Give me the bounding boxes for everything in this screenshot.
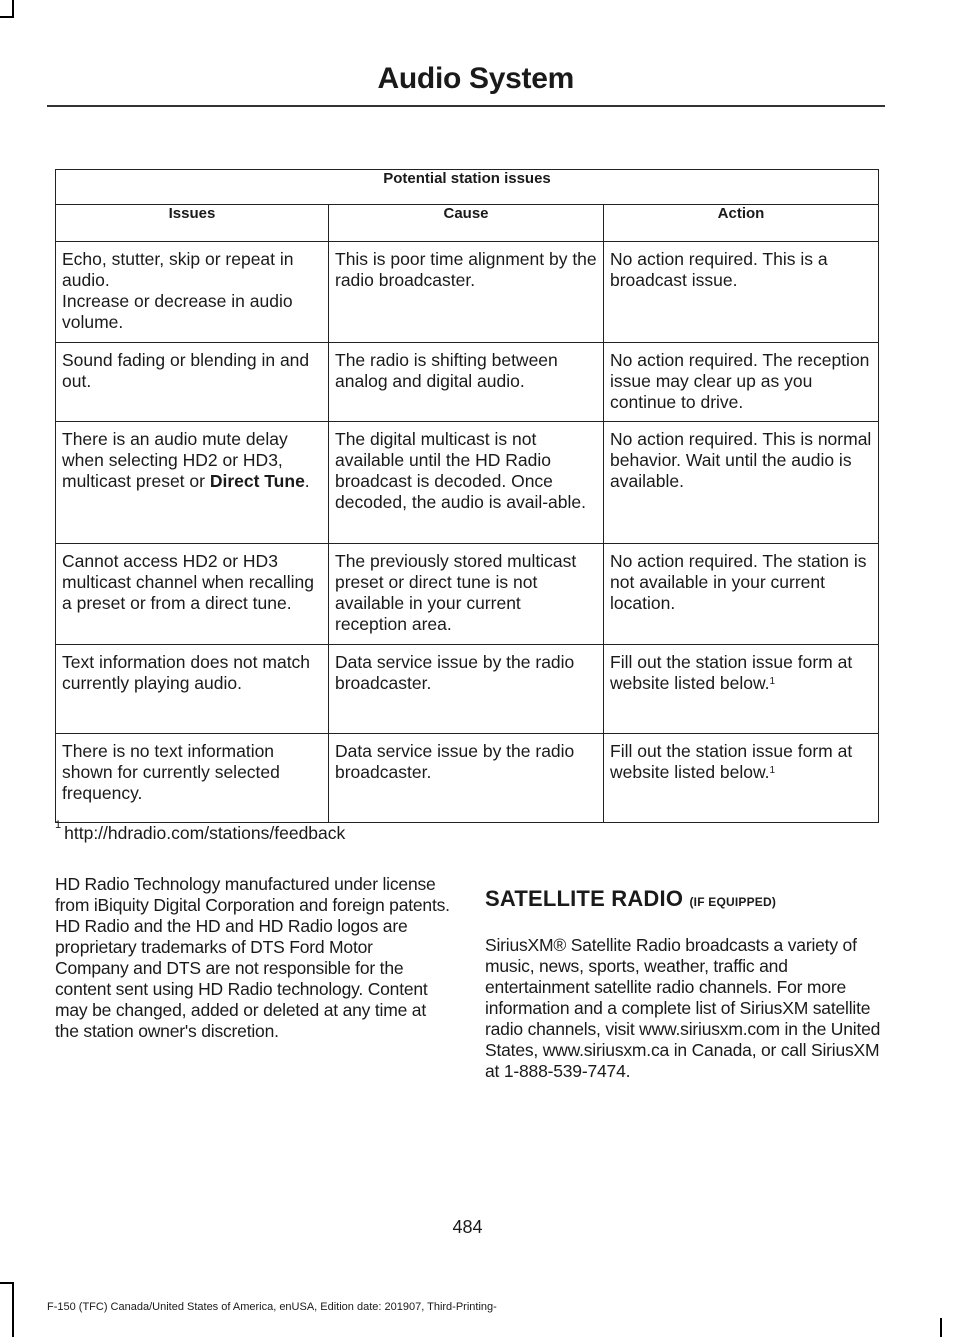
station-issues-table <box>55 169 879 823</box>
table-row <box>56 645 879 734</box>
issue-cell: There is no text information shown for currently selected frequency. <box>56 734 329 823</box>
table-caption: Potential station issues <box>56 170 879 205</box>
issue-text-end: . <box>304 471 310 491</box>
crop-mark-bottom-left-v <box>12 1282 14 1337</box>
cause-cell: The digital multicast is not available until the HD Radio broadcast is decoded. Once decoded, the audio is avail-able. <box>329 422 604 544</box>
table-row <box>56 734 879 823</box>
table-row <box>56 544 879 645</box>
column-header-action: Action <box>604 205 879 242</box>
column-header-issues: Issues <box>56 205 329 242</box>
cause-cell: This is poor time alignment by the radio broadcaster. <box>329 242 604 343</box>
crop-mark-top-left-h <box>0 16 14 18</box>
issue-line: Increase or decrease in audio volume. <box>62 291 293 332</box>
issue-cell: Sound fading or blending in and out. <box>56 343 329 422</box>
cause-cell: The radio is shifting between analog and digital audio. <box>329 343 604 422</box>
action-text: Fill out the station issue form at website listed below. <box>610 741 853 782</box>
issue-line: Echo, stutter, skip or repeat in audio. <box>62 249 294 290</box>
crop-mark-bottom-left-h <box>0 1282 14 1284</box>
action-cell: No action required. This is normal behavior. Wait until the audio is available. <box>604 422 879 544</box>
footnote-marker: 1 <box>55 819 62 831</box>
action-cell: No action required. This is a broadcast issue. <box>604 242 879 343</box>
section-title: SATELLITE RADIO <box>485 886 684 911</box>
page-title: Audio System <box>377 62 574 95</box>
action-cell: No action required. The station is not available in your current location. <box>604 544 879 645</box>
action-cell: No action required. The reception issue may clear up as you continue to drive. <box>604 343 879 422</box>
table-row <box>56 343 879 422</box>
cause-cell: Data service issue by the radio broadcaster. <box>329 645 604 734</box>
column-header-cause: Cause <box>329 205 604 242</box>
issue-cell: Cannot access HD2 or HD3 multicast channel when recalling a preset or from a direct tune. <box>56 544 329 645</box>
issue-cell: Text information does not match currently playing audio. <box>56 645 329 734</box>
action-cell <box>604 645 879 734</box>
satellite-radio-paragraph: SiriusXM® Satellite Radio broadcasts a variety of music, news, sports, weather, traffic and entertainment satellite radio channels. For more information and a complete list of SiriusXM satellite radio channels, visit www.siriusxm.com in the United States, www.siriusxm.ca in Canada, or call SiriusXM at 1-888-539-7474. <box>485 935 881 1081</box>
footnote-reference: 1 <box>769 765 776 776</box>
cause-cell: Data service issue by the radio broadcaster. <box>329 734 604 823</box>
section-title-suffix: (IF EQUIPPED) <box>689 895 777 909</box>
issue-cell <box>56 422 329 544</box>
crop-mark-bottom-right-v <box>940 1318 942 1337</box>
hd-radio-license-paragraph: HD Radio Technology manufactured under license from iBiquity Digital Corporation and foreign patents. HD Radio and the HD and HD Radio logos are proprietary trademarks of DTS Ford Motor Company and DTS are not responsible for the content sent using HD Radio technology. Content may be changed, added or deleted at any time at the station owner's discretion. <box>55 874 450 1041</box>
issue-text: There is an audio mute delay when selecting HD2 or HD3, multicast preset or <box>62 429 288 491</box>
cause-cell: The previously stored multicast preset or direct tune is not available in your current reception area. <box>329 544 604 645</box>
section-heading <box>485 886 776 912</box>
header-divider <box>47 105 885 107</box>
footnote-url: http://hdradio.com/stations/feedback <box>64 823 346 843</box>
issue-cell <box>56 242 329 343</box>
footnote-reference: 1 <box>769 676 776 687</box>
action-text: Fill out the station issue form at website listed below. <box>610 652 853 693</box>
table-row <box>56 242 879 343</box>
table-footnote <box>55 819 346 844</box>
direct-tune-term: Direct Tune <box>209 471 305 491</box>
action-cell <box>604 734 879 823</box>
table-row <box>56 422 879 544</box>
edition-footer: F-150 (TFC) Canada/United States of America, enUSA, Edition date: 201907, Third-Printing- <box>47 1301 497 1313</box>
page-number: 484 <box>452 1217 483 1237</box>
